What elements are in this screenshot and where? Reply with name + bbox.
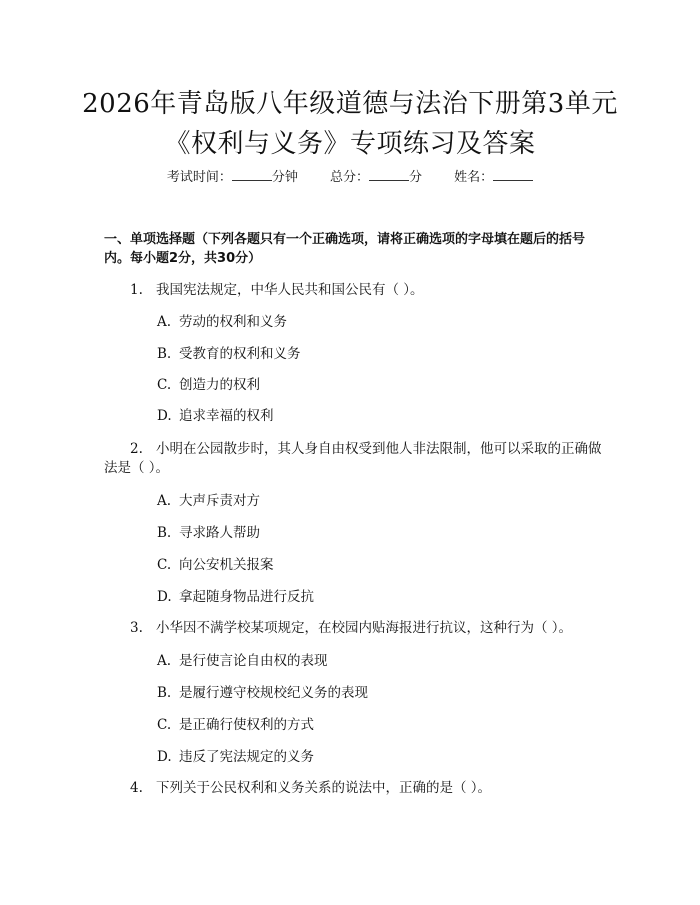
option-letter: A.	[157, 314, 172, 330]
option-letter: C.	[157, 557, 172, 573]
option-letter: C.	[157, 717, 172, 733]
option-item	[157, 555, 274, 575]
question-number: 3.	[130, 620, 143, 636]
option-item	[157, 587, 314, 607]
option-letter: B.	[157, 525, 172, 541]
question-stem	[104, 281, 604, 300]
question-text: 下列关于公民权利和义务关系的说法中，正确的是（ ）。	[156, 780, 492, 796]
question-text: 小华因不满学校某项规定，在校园内贴海报进行抗议，这种行为（ ）。	[156, 620, 573, 636]
option-text: 是正确行使权利的方式	[179, 717, 314, 733]
page-title: 2026年青岛版八年级道德与法治下册第3单元《权利与义务》专项练习及答案	[82, 89, 618, 159]
question-stem	[104, 619, 604, 638]
question-text: 小明在公园散步时，其人身自由权受到他人非法限制，他可以采取的正确做法是（ ）。	[104, 441, 602, 476]
question-stem	[104, 779, 604, 798]
option-item	[157, 312, 287, 332]
question-text: 我国宪法规定，中华人民共和国公民有（ ）。	[156, 282, 424, 298]
total-score-unit: 分	[409, 170, 423, 185]
option-letter: D.	[157, 749, 172, 765]
option-text: 违反了宪法规定的义务	[179, 749, 314, 765]
option-letter: D.	[157, 589, 172, 605]
option-item	[157, 375, 260, 395]
exam-time-field	[167, 170, 302, 185]
option-item	[157, 491, 260, 511]
option-letter: B.	[157, 346, 172, 362]
option-item	[157, 344, 301, 364]
total-score-blank	[369, 168, 409, 181]
option-letter: B.	[157, 685, 172, 701]
name-field	[454, 170, 533, 185]
option-text: 寻求路人帮助	[179, 525, 260, 541]
option-text: 创造力的权利	[179, 377, 260, 393]
name-label: 姓名：	[454, 170, 494, 185]
option-letter: A.	[157, 653, 172, 669]
name-blank	[493, 168, 533, 181]
option-item	[157, 523, 260, 543]
option-item	[157, 715, 314, 735]
total-score-field	[330, 170, 426, 185]
option-text: 向公安机关报案	[179, 557, 274, 573]
total-score-label: 总分：	[329, 170, 369, 185]
exam-time-label: 考试时间：	[166, 170, 232, 185]
option-item	[157, 747, 314, 767]
option-letter: C.	[157, 377, 172, 393]
question-number: 4.	[130, 780, 143, 796]
option-item	[157, 683, 368, 703]
question-number: 1.	[130, 282, 143, 298]
option-letter: D.	[157, 408, 172, 424]
option-text: 劳动的权利和义务	[179, 314, 287, 330]
exam-time-blank	[232, 168, 272, 181]
question-stem	[104, 440, 604, 478]
exam-info	[0, 168, 700, 188]
option-text: 是行使言论自由权的表现	[179, 653, 328, 669]
exam-time-unit: 分钟	[271, 170, 298, 185]
option-item	[157, 406, 274, 426]
option-text: 大声斥责对方	[179, 493, 260, 509]
question-number: 2.	[130, 441, 143, 457]
option-text: 追求幸福的权利	[179, 408, 274, 424]
option-letter: A.	[157, 493, 172, 509]
section-heading: 一、单项选择题（下列各题只有一个正确选项，请将正确选项的字母填在题后的括号内。每小题2分，共30分）	[104, 232, 586, 266]
option-text: 是履行遵守校规校纪义务的表现	[179, 685, 368, 701]
option-text: 受教育的权利和义务	[179, 346, 301, 362]
option-text: 拿起随身物品进行反抗	[179, 589, 314, 605]
option-item	[157, 651, 328, 671]
